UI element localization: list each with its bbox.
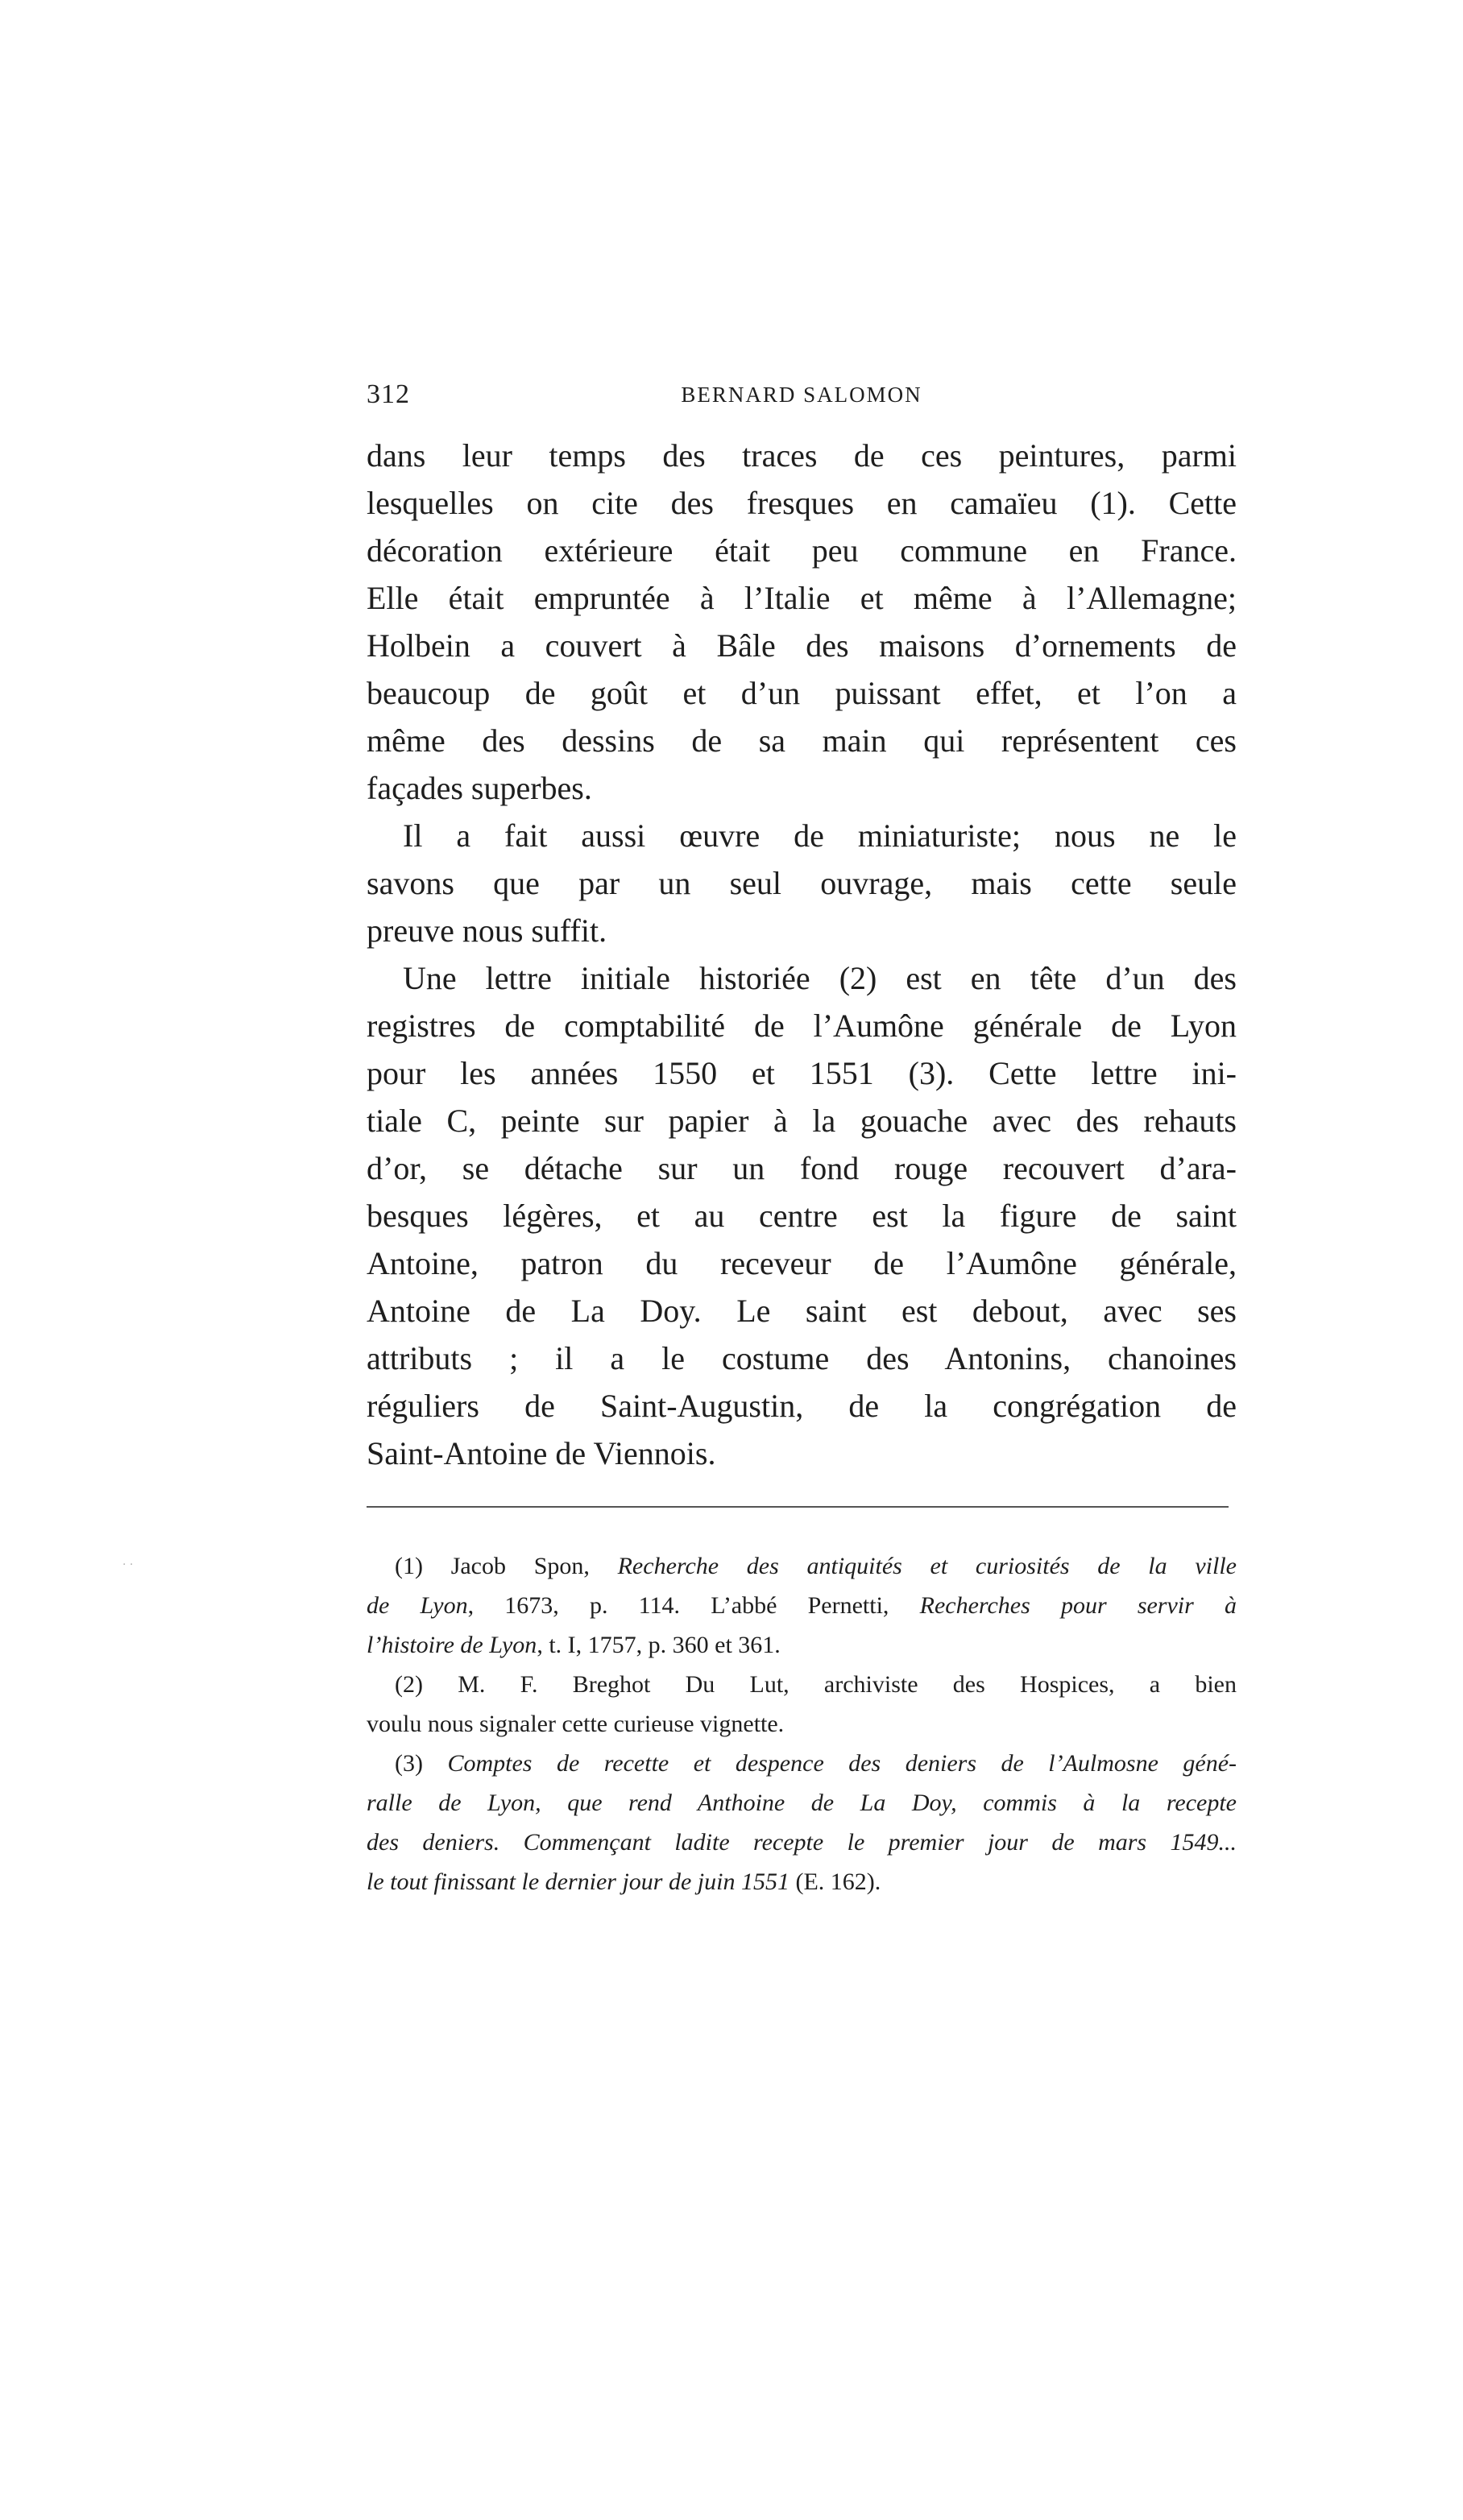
footnote-text: (1) Jacob Spon,: [395, 1553, 618, 1579]
body-line: savons que par un seul ouvrage, mais cette seule: [367, 865, 1237, 901]
footnote-italic-text: le tout finissant le dernier jour de juin 1551: [367, 1868, 790, 1895]
body-line: Saint-Antoine de Viennois.: [367, 1435, 716, 1471]
paper-speck: · ·: [122, 1558, 134, 1571]
footnote-italic-text: Recherche des antiquités et curiosités de la ville: [617, 1553, 1237, 1579]
footnote-italic-text: l’histoire de Lyon: [367, 1632, 537, 1658]
footnote-2-line: (2) M. F. Breghot Du Lut, archiviste des Hospices, a bien: [395, 1671, 1237, 1698]
footnote-text: (E. 162).: [789, 1868, 881, 1895]
footnote-italic-text: Recherches pour servir à: [919, 1592, 1237, 1619]
footnote-text: , 1673, p. 114. L’abbé Pernetti,: [467, 1592, 920, 1619]
footnote-3-line: [367, 1862, 1237, 1901]
body-line: d’or, se détache sur un fond rouge recouvert d’ara-: [367, 1150, 1237, 1186]
footnote-italic-text: de Lyon: [367, 1592, 468, 1619]
footnote-1-line: [367, 1586, 1237, 1625]
running-head: [367, 374, 1237, 415]
footnote-1-line: [367, 1546, 1237, 1586]
body-line: Il a fait aussi œuvre de miniaturiste; nous ne le: [403, 817, 1237, 854]
body-line: Antoine, patron du receveur de l’Aumône générale,: [367, 1245, 1237, 1281]
footnote-italic-text: Comptes de recette et despence des deniers de l’Aulmosne géné-: [447, 1750, 1237, 1777]
body-line: pour les années 1550 et 1551 (3). Cette lettre ini-: [367, 1055, 1237, 1091]
footnote-italic-text: ralle de Lyon, que rend Anthoine de La Doy, commis à la recepte: [367, 1790, 1237, 1816]
body-line: attributs ; il a le costume des Antonins, chanoines: [367, 1340, 1237, 1376]
body-line: réguliers de Saint-Augustin, de la congrégation de: [367, 1388, 1237, 1424]
body-line: Une lettre initiale historiée (2) est en tête d’un des: [403, 960, 1237, 996]
body-line: beaucoup de goût et d’un puissant effet, et l’on a: [367, 675, 1237, 711]
footnote-3-line: [367, 1823, 1237, 1862]
footnote-text: (3): [395, 1750, 448, 1777]
body-line: besques légères, et au centre est la figure de saint: [367, 1198, 1237, 1234]
footnote-separator: [367, 1506, 1229, 1508]
body-line: même des dessins de sa main qui représentent ces: [367, 722, 1237, 759]
footnote-text: , t. I, 1757, p. 360 et 361.: [537, 1632, 781, 1658]
body-line: Holbein a couvert à Bâle des maisons d’ornements de: [367, 627, 1237, 664]
body-line: dans leur temps des traces de ces peintures, parmi: [367, 437, 1237, 474]
body-line: tiale C, peinte sur papier à la gouache avec des rehauts: [367, 1103, 1237, 1139]
page-number: 312: [367, 379, 410, 409]
body-line: Elle était empruntée à l’Italie et même à l’Allemagne;: [367, 580, 1237, 616]
footnote-italic-text: des deniers. Commençant ladite recepte le premier jour de mars 1549...: [367, 1829, 1237, 1856]
body-line: façades superbes.: [367, 770, 592, 806]
footnotes: [367, 1546, 1237, 1901]
body-line: preuve nous suffit.: [367, 912, 607, 949]
footnote-1-line: [367, 1625, 1237, 1665]
body-text: [367, 432, 1237, 1477]
footnote-3-line: [367, 1783, 1237, 1823]
footnote-2-line: voulu nous signaler cette curieuse vignette.: [367, 1711, 785, 1737]
running-title: BERNARD SALOMON: [681, 383, 922, 407]
body-line: Antoine de La Doy. Le saint est debout, avec ses: [367, 1293, 1237, 1329]
body-line: registres de comptabilité de l’Aumône générale de Lyon: [367, 1008, 1237, 1044]
body-line: lesquelles on cite des fresques en camaïeu (1). Cette: [367, 485, 1237, 521]
footnote-3-line: [367, 1744, 1237, 1783]
body-line: décoration extérieure était peu commune en France.: [367, 532, 1237, 569]
